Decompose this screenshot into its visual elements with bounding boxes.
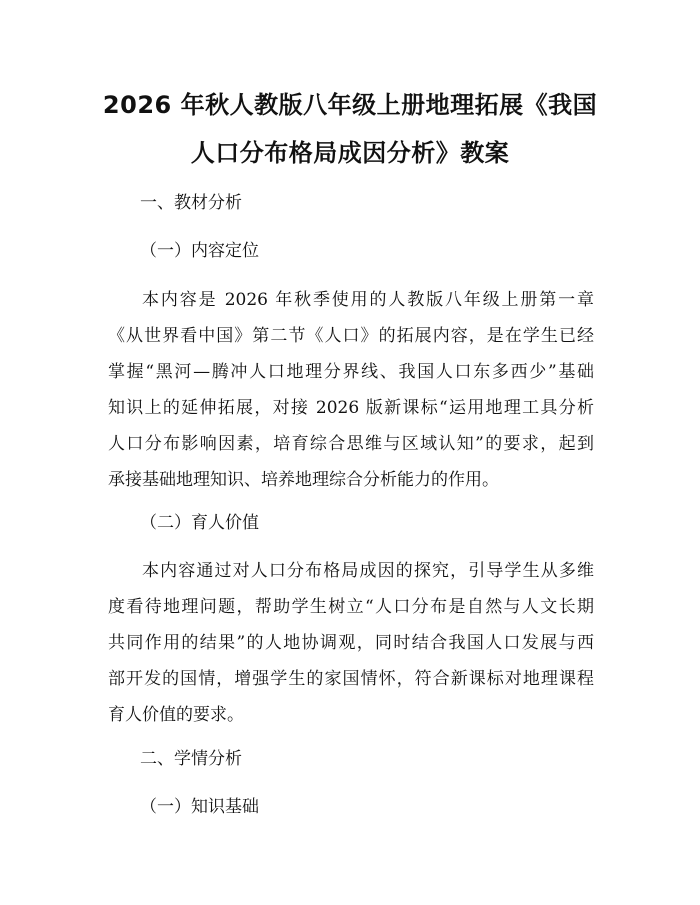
paragraph-line: 人口分布影响因素，培育综合思维与区域认知”的要求，起到 <box>108 434 594 454</box>
paragraph-educational-value <box>108 553 594 733</box>
paragraph-line: 《从世界看中国》第二节《人口》的拓展内容，是在学生已经 <box>108 326 594 346</box>
paragraph-line: 度看待地理问题，帮助学生树立“人口分布是自然与人文长期 <box>108 597 594 617</box>
paragraph-line: 育人价值的要求。 <box>108 705 244 725</box>
paragraph-line: 掌握“黑河—腾冲人口地理分界线、我国人口东多西少”基础 <box>108 362 594 382</box>
section-heading-learner-analysis: 二、学情分析 <box>140 749 242 769</box>
paragraph-line: 承接基础地理知识、培养地理综合分析能力的作用。 <box>108 470 499 490</box>
paragraph-line: 共同作用的结果”的人地协调观，同时结合我国人口发展与西 <box>108 633 594 653</box>
subsection-heading-content-positioning: （一）内容定位 <box>140 241 259 261</box>
document-title-line-2: 人口分布格局成因分析》教案 <box>190 139 510 167</box>
document-title-line-1: 2026 年秋人教版八年级上册地理拓展《我国 <box>102 91 598 119</box>
section-heading-textbook-analysis: 一、教材分析 <box>140 193 242 213</box>
paragraph-line: 知识上的延伸拓展，对接 2026 版新课标“运用地理工具分析 <box>108 398 594 418</box>
paragraph-line: 本内容通过对人口分布格局成因的探究，引导学生从多维 <box>142 561 594 581</box>
paragraph-line: 部开发的国情，增强学生的家国情怀，符合新课标对地理课程 <box>108 669 594 689</box>
subsection-heading-knowledge-foundation: （一）知识基础 <box>140 797 259 817</box>
subsection-heading-educational-value: （二）育人价值 <box>140 513 259 533</box>
paragraph-content-positioning <box>108 282 594 498</box>
paragraph-line: 本内容是 2026 年秋季使用的人教版八年级上册第一章 <box>142 290 594 310</box>
